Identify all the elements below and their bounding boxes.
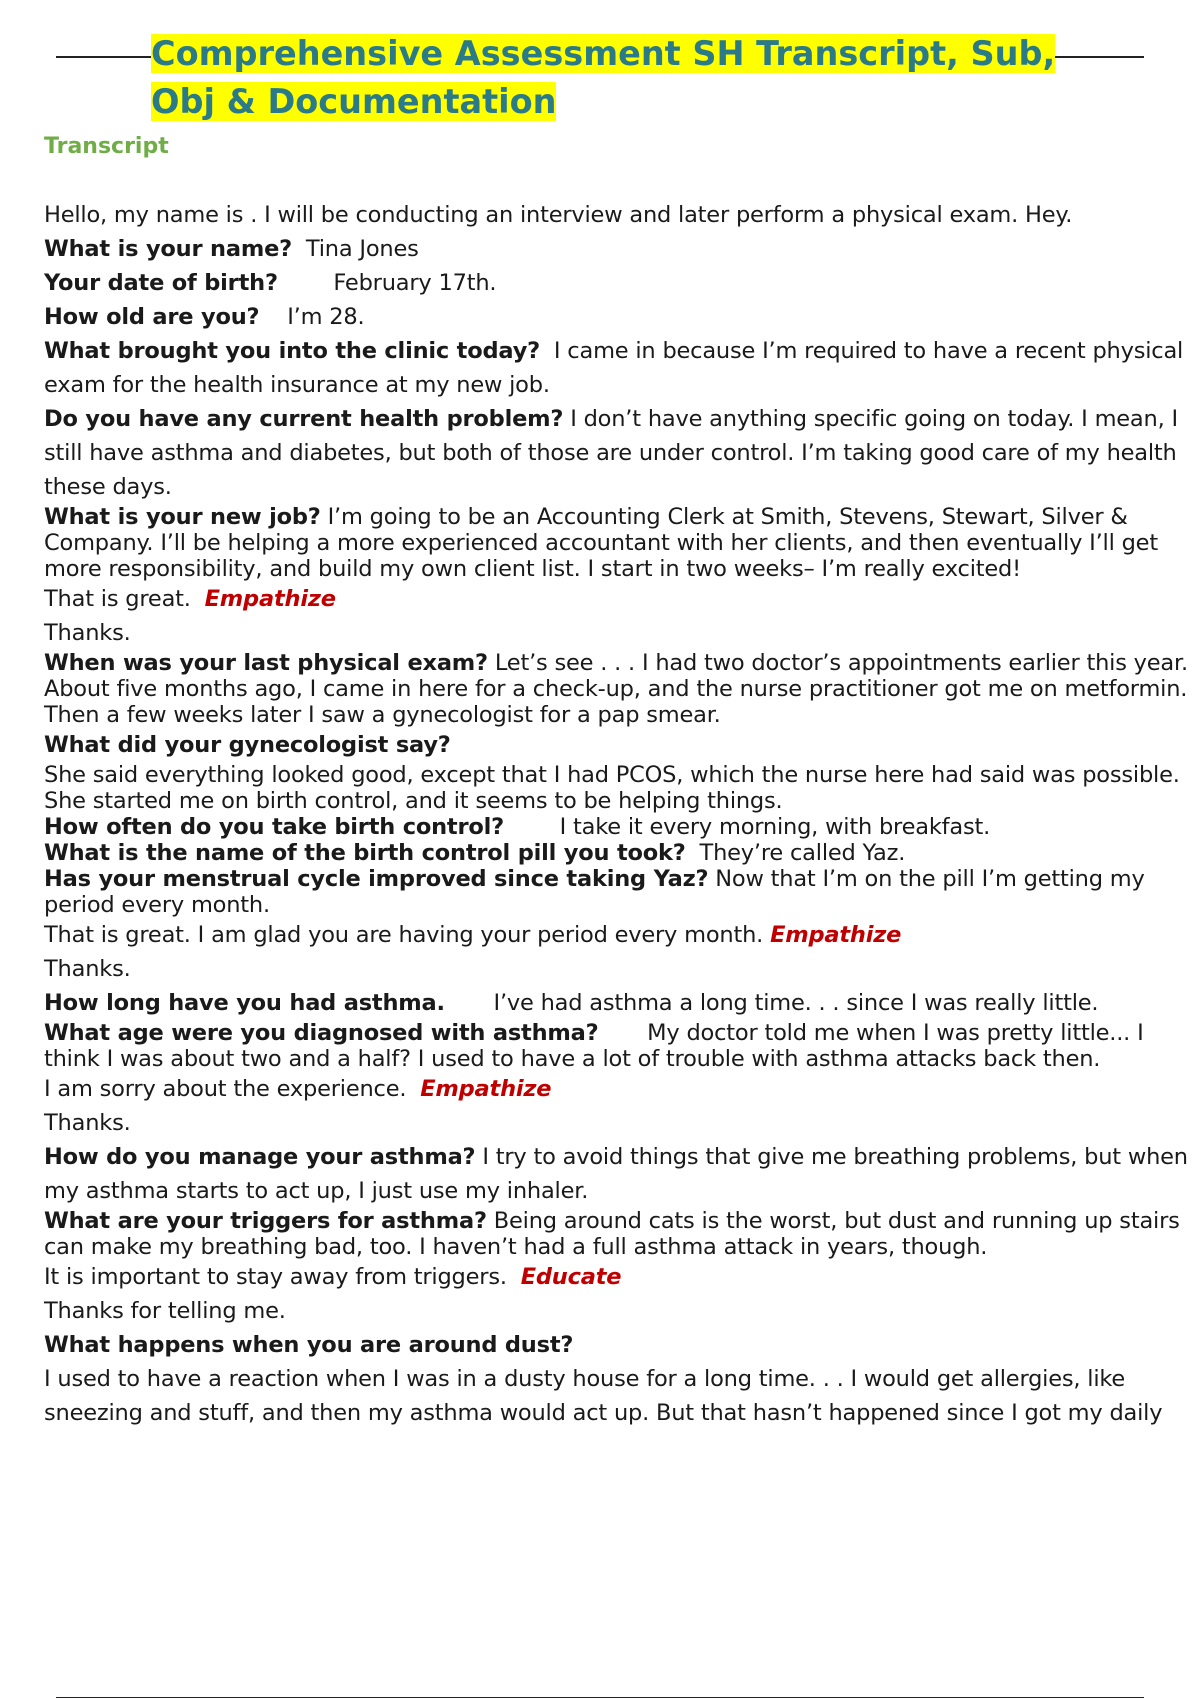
response-text: She said everything looked good, except that I had PCOS, which the nurse here had said was possible. She started me on birth control, and it seems to be helping things. <box>44 762 1187 814</box>
response-text: I’m 28. <box>259 304 365 330</box>
response-text: Let’s see . . . I had two doctor’s appointments earlier this year. About five months ago, I came in here for a check-up, and the nurse practitioner got me on metformin. Then a few weeks later I saw a gynecologist for a pap smear. <box>44 650 1195 728</box>
response-text: February 17th. <box>277 270 497 296</box>
response-text: I’ve had asthma a long time. . . since I was really little. <box>444 990 1099 1016</box>
transcript-line <box>44 300 1194 334</box>
response-text: I came in because I’m required to have a recent physical exam for the health insurance at my new job. <box>44 338 1191 398</box>
response-text: Being around cats is the worst, but dust and running up stairs can make my breathing bad, too. I haven’t had a full asthma attack in years, though. <box>44 1208 1187 1260</box>
transcript-body <box>44 198 1194 1430</box>
communication-tag: Empathize <box>420 1076 552 1102</box>
interviewer-question: What is the name of the birth control pill you took? <box>44 840 686 866</box>
response-text: I used to have a reaction when I was in a dusty house for a long time. . . I would get allergies, like sneezing and stuff, and then my asthma would act up. But that hasn’t happened since I got my daily <box>44 1366 1163 1426</box>
transcript-line <box>44 1140 1194 1208</box>
transcript-line <box>44 232 1194 266</box>
response-text: Hello, my name is . I will be conducting an interview and later perform a physical exam. Hey. <box>44 202 1073 228</box>
communication-tag: Empathize <box>770 922 902 948</box>
response-text: It is important to stay away from triggers. <box>44 1264 521 1290</box>
interviewer-question: Do you have any current health problem? <box>44 406 564 432</box>
interviewer-question: Has your menstrual cycle improved since taking Yaz? <box>44 866 709 892</box>
transcript-line <box>44 1020 1194 1072</box>
response-text: I take it every morning, with breakfast. <box>504 814 991 840</box>
interviewer-question: What age were you diagnosed with asthma? <box>44 1020 599 1046</box>
transcript-line <box>44 1260 1194 1294</box>
response-text: Now that I’m on the pill I’m getting my period every month. <box>44 866 1152 918</box>
response-text: That is great. <box>44 586 205 612</box>
section-label-transcript: Transcript <box>44 134 169 159</box>
response-text: Thanks. <box>44 1110 131 1136</box>
transcript-line <box>44 728 1194 762</box>
transcript-line <box>44 334 1194 402</box>
interviewer-question: What brought you into the clinic today? <box>44 338 541 364</box>
interviewer-question: How old are you? <box>44 304 260 330</box>
transcript-line <box>44 986 1194 1020</box>
document-title-text: Comprehensive Assessment SH Transcript, Sub, Obj & Documentation <box>151 34 1056 121</box>
response-text: I try to avoid things that give me breathing problems, but when my asthma starts to act up, I just use my inhaler. <box>44 1144 1195 1204</box>
interviewer-question: What is your name? <box>44 236 292 262</box>
transcript-line <box>44 504 1194 582</box>
document-title <box>151 30 1056 126</box>
transcript-line <box>44 616 1194 650</box>
transcript-line <box>44 918 1194 952</box>
interviewer-question: Your date of birth? <box>44 270 278 296</box>
response-text: Thanks. <box>44 620 131 646</box>
transcript-line <box>44 866 1194 918</box>
response-text: Thanks. <box>44 956 131 982</box>
communication-tag: Empathize <box>204 586 336 612</box>
transcript-line <box>44 198 1194 232</box>
response-text: I am sorry about the experience. <box>44 1076 421 1102</box>
transcript-line <box>44 762 1194 814</box>
interviewer-question: What are your triggers for asthma? <box>44 1208 487 1234</box>
transcript-line <box>44 266 1194 300</box>
transcript-line <box>44 814 1194 840</box>
transcript-line <box>44 1208 1194 1260</box>
response-text: They’re called Yaz. <box>685 840 906 866</box>
transcript-line <box>44 952 1194 986</box>
transcript-line <box>44 1328 1194 1362</box>
transcript-line <box>44 402 1194 504</box>
interviewer-question: How long have you had asthma. <box>44 990 445 1016</box>
response-text: I don’t have anything specific going on today. I mean, I still have asthma and diabetes, but both of those are under control. I’m taking good care of my health these days. <box>44 406 1185 500</box>
response-text: My doctor told me when I was pretty little... I think I was about two and a half? I used to have a lot of trouble with asthma attacks back then. <box>44 1020 1151 1072</box>
page-footer-rule <box>56 1697 1144 1698</box>
communication-tag: Educate <box>520 1264 622 1290</box>
transcript-line <box>44 1106 1194 1140</box>
response-text: That is great. I am glad you are having your period every month. <box>44 922 771 948</box>
transcript-line <box>44 1072 1194 1106</box>
interviewer-question: What happens when you are around dust? <box>44 1332 574 1358</box>
response-text: Tina Jones <box>291 236 419 262</box>
transcript-line <box>44 840 1194 866</box>
transcript-line <box>44 582 1194 616</box>
interviewer-question: How do you manage your asthma? <box>44 1144 476 1170</box>
transcript-line <box>44 1362 1194 1430</box>
interviewer-question: What is your new job? <box>44 504 321 530</box>
interviewer-question: How often do you take birth control? <box>44 814 504 840</box>
title-rule-left <box>56 56 152 58</box>
interviewer-question: What did your gynecologist say? <box>44 732 451 758</box>
response-text: Thanks for telling me. <box>44 1298 286 1324</box>
response-text: I’m going to be an Accounting Clerk at Smith, Stevens, Stewart, Silver & Company. I’ll be helping a more experienced accountant with her clients, and then eventually I’ll get more responsibility, and build my own client list. I start in two weeks– I’m really excited! <box>44 504 1165 582</box>
interviewer-question: When was your last physical exam? <box>44 650 488 676</box>
transcript-line <box>44 650 1194 728</box>
title-rule-right <box>1052 56 1144 58</box>
transcript-line <box>44 1294 1194 1328</box>
